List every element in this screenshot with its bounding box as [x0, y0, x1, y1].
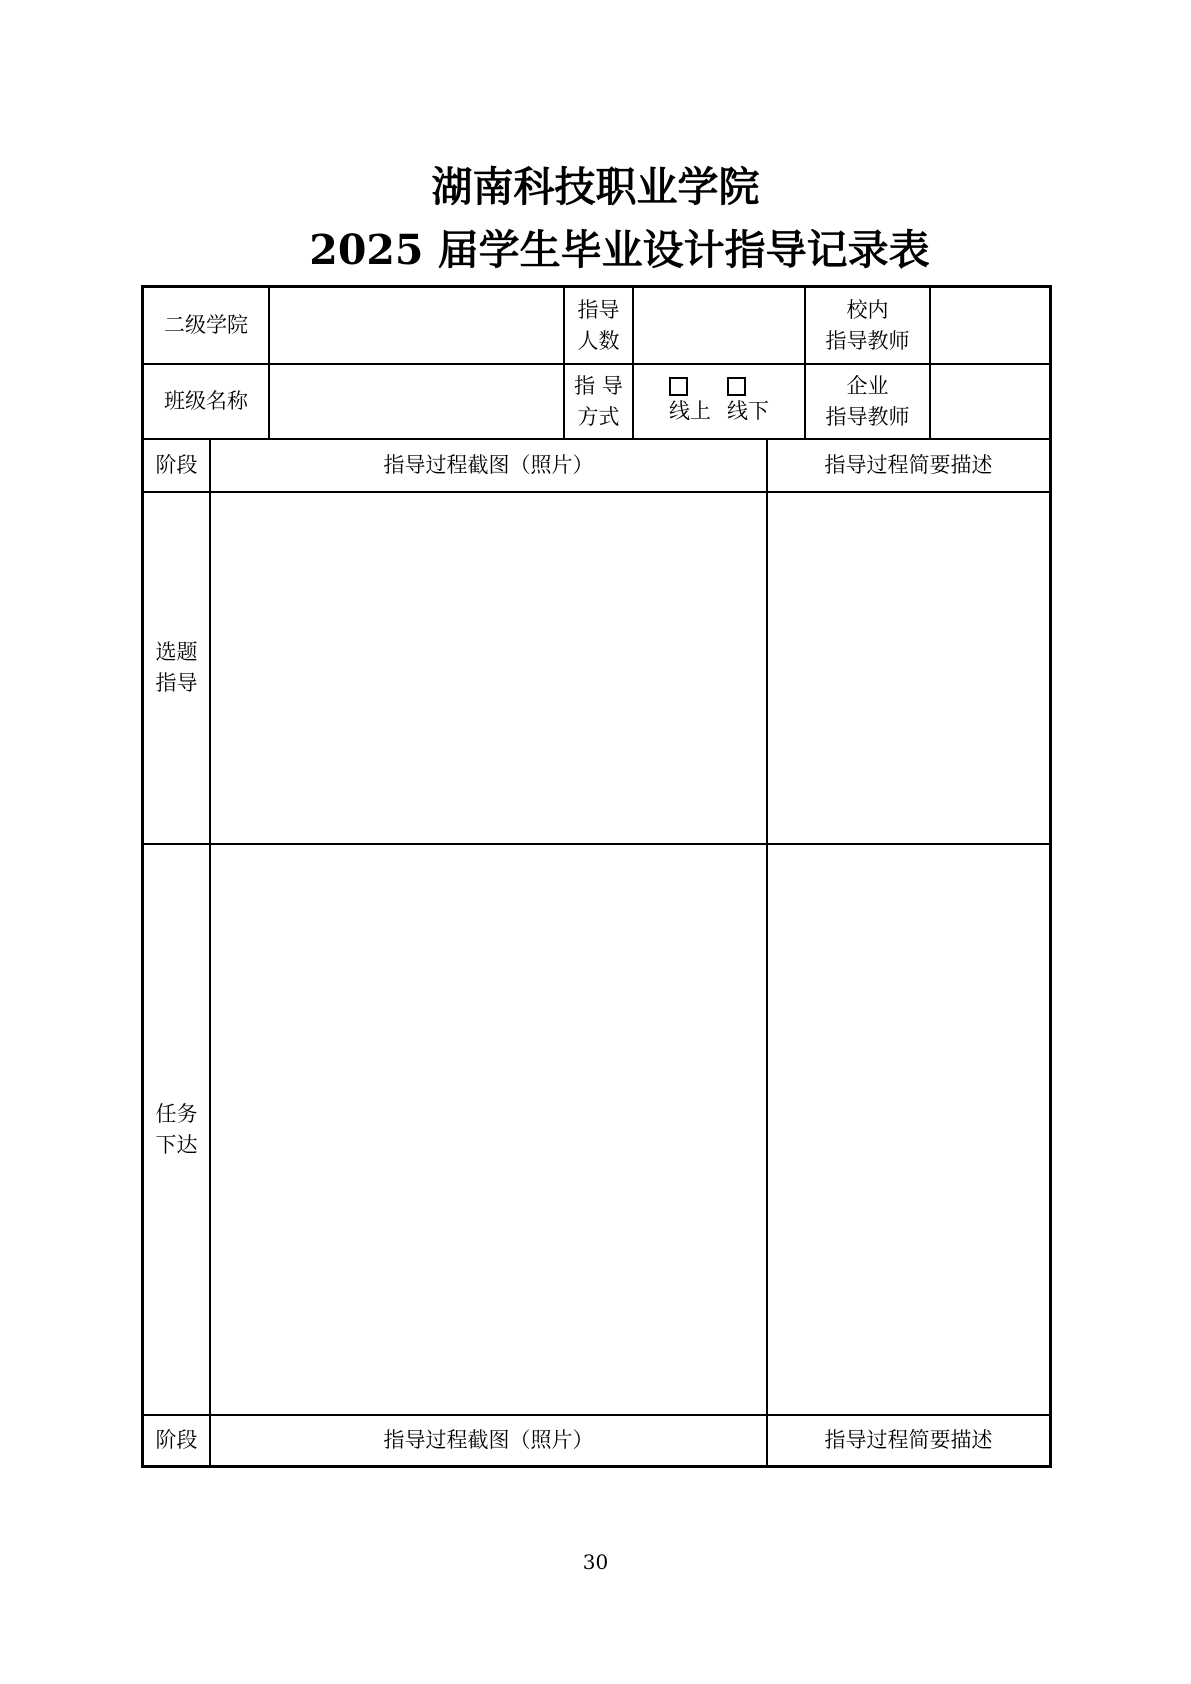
record-form — [141, 285, 1052, 1468]
stage-topic-selection: 选题 指导 — [155, 640, 198, 695]
student-count-input[interactable] — [634, 288, 804, 363]
stage-header: 阶段 — [155, 1428, 198, 1452]
description-area[interactable] — [768, 845, 1049, 1414]
description-header: 指导过程简要描述 — [824, 1428, 993, 1452]
company-teacher-input[interactable] — [931, 365, 1049, 438]
online-checkbox[interactable] — [669, 377, 688, 396]
screenshot-area[interactable] — [211, 493, 766, 843]
stage-task-assignment: 任务 下达 — [155, 1101, 198, 1157]
screenshot-area[interactable] — [211, 845, 766, 1414]
school-teacher-input[interactable] — [931, 288, 1049, 363]
class-input[interactable] — [270, 365, 563, 438]
title-line-1: 湖南科技职业学院 — [431, 163, 760, 211]
offline-checkbox[interactable] — [727, 377, 746, 396]
guidance-mode-options — [634, 365, 804, 438]
title-line-2: 2025 届学生毕业设计指导记录表 — [309, 226, 930, 274]
college-input[interactable] — [270, 288, 563, 363]
stage-header: 阶段 — [155, 453, 198, 477]
page-number: 30 — [582, 1550, 609, 1574]
description-area[interactable] — [768, 493, 1049, 843]
screenshot-header: 指导过程截图（照片） — [383, 453, 594, 477]
offline-option[interactable]: 线下 — [727, 377, 769, 427]
guidance-mode-label: 指 导 方式 — [574, 373, 623, 429]
school-teacher-label: 校内 指导教师 — [825, 297, 910, 353]
company-teacher-label: 企业 指导教师 — [825, 373, 910, 429]
student-count-label: 指导 人数 — [577, 297, 620, 353]
college-label: 二级学院 — [164, 313, 248, 337]
screenshot-header: 指导过程截图（照片） — [383, 1428, 594, 1452]
description-header: 指导过程简要描述 — [824, 453, 993, 477]
online-option[interactable]: 线上 — [669, 377, 711, 427]
class-label: 班级名称 — [164, 389, 248, 413]
